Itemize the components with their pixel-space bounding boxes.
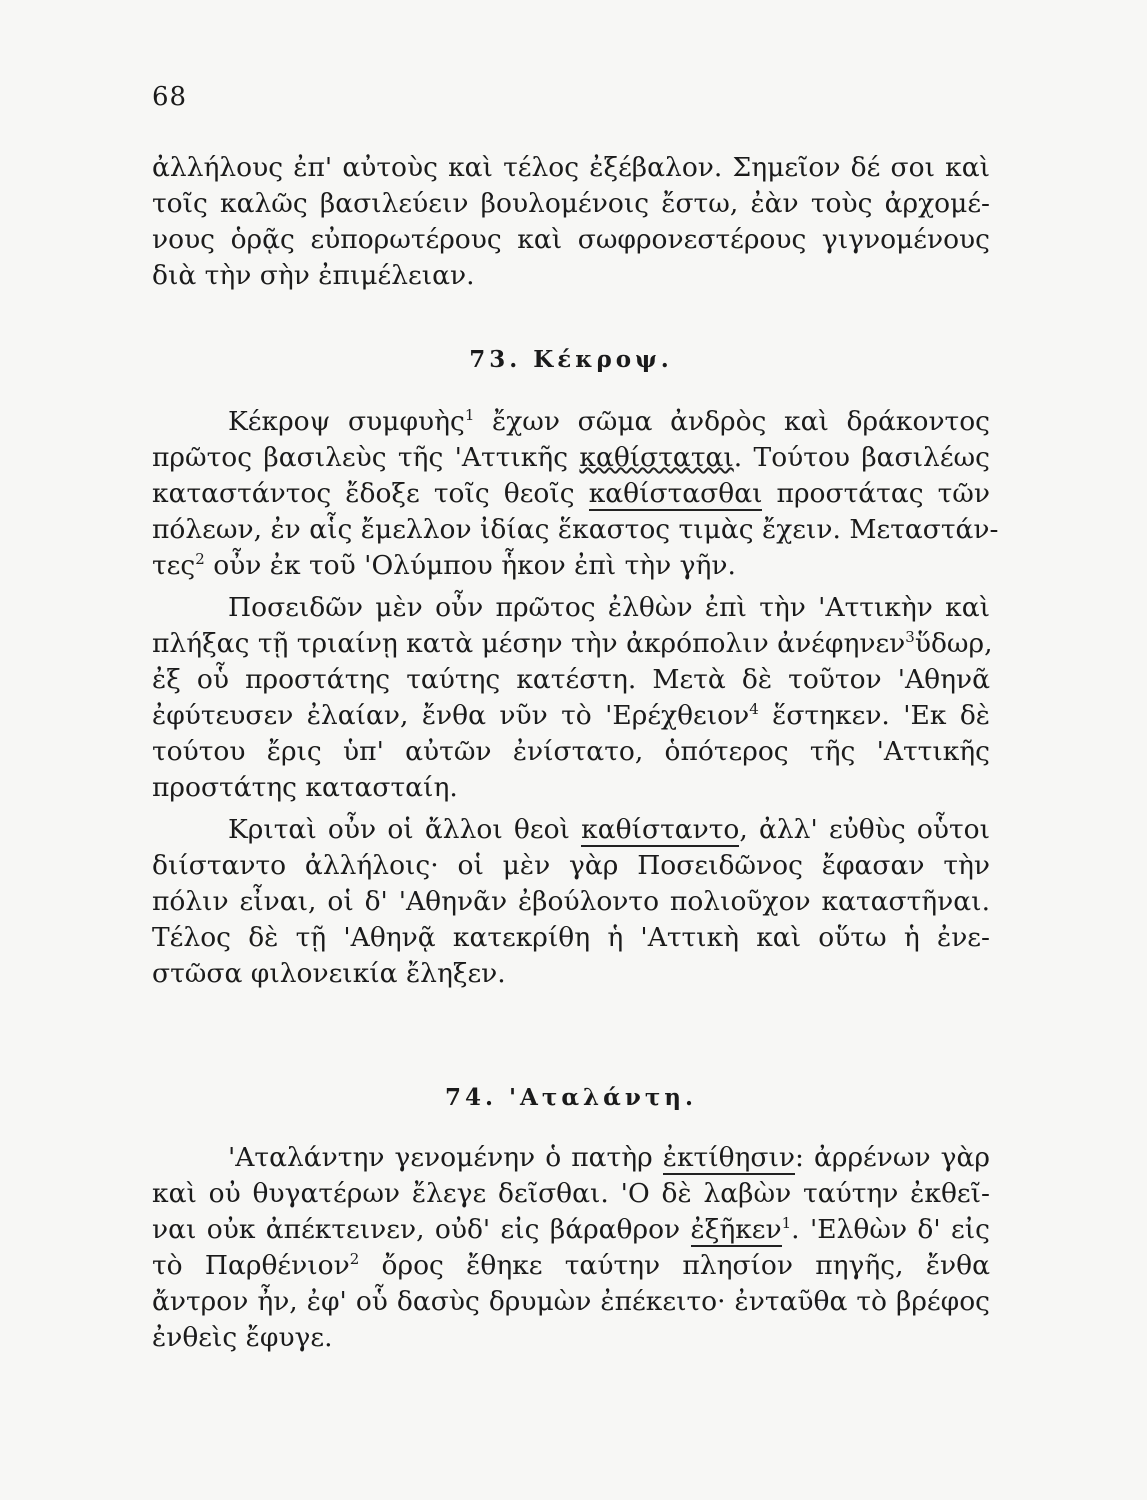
text-line: προστάτης κατασταίη. [152, 772, 458, 803]
text-line: πλήξας τῇ τριαίνῃ κατὰ μέσην τὴν ἀκρόπολιν ἀνέφηνεν$^3$ὕδωρ, [152, 628, 993, 659]
text-line: τούτου ἔρις ὑπ' αὐτῶν ἐνίστατο, ὁπότερος τῆς 'Αττικῆς [152, 736, 990, 767]
text-line: διίσταντο ἀλλήλοις· οἱ μὲν γὰρ Ποσειδῶνος ἔφασαν τὴν [152, 850, 990, 881]
text-line: ἐφύτευσεν ἐλαίαν, ἔνθα νῦν τὸ 'Ερέχθειον$^4$ ἕστηκεν. 'Εκ δὲ [152, 700, 991, 731]
footnote-marker: 4 [749, 700, 759, 719]
text-line: ἄντρον ἦν, ἐφ' οὗ δασὺς δρυμὼν ἐπέκειτο· ἐνταῦθα τὸ βρέφος [152, 1286, 990, 1317]
section-74-body [152, 1140, 990, 1356]
text-line: Ποσειδῶν μὲν οὖν πρῶτος ἐλθὼν ἐπὶ τὴν 'Αττικὴν καὶ [228, 592, 990, 623]
footnote-marker: 2 [195, 550, 205, 569]
text-line: πόλεων, ἐν αἷς ἔμελλον ἰδίας ἕκαστος τιμὰς ἔχειν. Μεταστάν- [152, 514, 999, 545]
text-line: Κέκροψ συμφυὴς$^1$ ἔχων σῶμα ἀνδρὸς καὶ δράκοντος [228, 406, 991, 437]
text-line: ναι οὐκ ἀπέκτεινεν, οὐδ' εἰς βάραθρον ἐξῆκεν$^1$. 'Ελθὼν δ' εἰς [152, 1214, 990, 1245]
text-line: ἐξ οὗ προστάτης ταύτης κατέστη. Μετὰ δὲ τοῦτον 'Αθηνᾶ [152, 664, 990, 695]
text-line: στῶσα φιλονεικία ἔληξεν. [152, 958, 506, 989]
section-72-ending [152, 150, 990, 294]
section-74-heading: 74. 'Αταλάντη. [444, 1084, 698, 1111]
text-line: διὰ τὴν σὴν ἐπιμέλειαν. [152, 260, 475, 291]
footnote-marker: 1 [464, 406, 475, 425]
text-line: ἀλλήλους ἐπ' αὐτοὺς καὶ τέλος ἐξέβαλον. Σημεῖον δέ σοι καὶ [152, 152, 990, 183]
footnote-marker: 1 [781, 1214, 792, 1233]
text-line: τες$^2$ οὖν ἐκ τοῦ 'Ολύμπου ἧκον ἐπὶ τὴν γῆν. [152, 550, 736, 581]
text-line: Τέλος δὲ τῇ 'Αθηνᾷ κατεκρίθη ἡ 'Αττικὴ καὶ οὕτω ἡ ἐνε- [152, 922, 990, 953]
text-line: τὸ Παρθένιον$^2$ ὄρος ἔθηκε ταύτην πλησίον πηγῆς, ἔνθα [152, 1250, 990, 1281]
page-number: 68 [152, 82, 188, 112]
section-73-body [152, 404, 999, 992]
text-line: πόλιν εἶναι, οἱ δ' 'Αθηνᾶν ἐβούλοντο πολιοῦχον καταστῆναι. [152, 886, 990, 917]
underlined-word: καθίστασθαι [588, 478, 763, 509]
text-line: Κριταὶ οὖν οἱ ἄλλοι θεοὶ καθίσταντο, ἀλλ' εὐθὺς οὗτοι [228, 814, 990, 845]
text-line: ἐνθεὶς ἔφυγε. [152, 1322, 333, 1353]
underlined-word: ἐκτίθησιν [662, 1142, 796, 1173]
footnote-marker: 2 [349, 1250, 360, 1269]
text-line: 'Αταλάντην γενομένην ὁ πατὴρ ἐκτίθησιν: ἀρρένων γὰρ [228, 1142, 990, 1173]
section-73-heading: 73. Κέκροψ. [469, 346, 673, 373]
text-line: τοῖς καλῶς βασιλεύειν βουλομένοις ἔστω, ἐὰν τοὺς ἀρχομέ- [152, 188, 990, 219]
underlined-word: καθίσταντο [581, 814, 740, 845]
underlined-word: ἐξῆκεν [690, 1214, 782, 1245]
footnote-marker: 3 [905, 628, 915, 647]
text-line: καταστάντος ἔδοξε τοῖς θεοῖς καθίστασθαι προστάτας τῶν [152, 478, 991, 509]
text-line: πρῶτος βασιλεὺς τῆς 'Αττικῆς καθίσταται. Τούτου βασιλέως [152, 442, 991, 473]
wavy-underlined-word: καθίσταται [579, 442, 734, 473]
text-line: καὶ οὐ θυγατέρων ἔλεγε δεῖσθαι. 'Ο δὲ λαβὼν ταύτην ἐκθεῖ- [152, 1178, 990, 1209]
text-line: νους ὁρᾷς εὐπορωτέρους καὶ σωφρονεστέρους γιγνομένους [152, 224, 990, 255]
